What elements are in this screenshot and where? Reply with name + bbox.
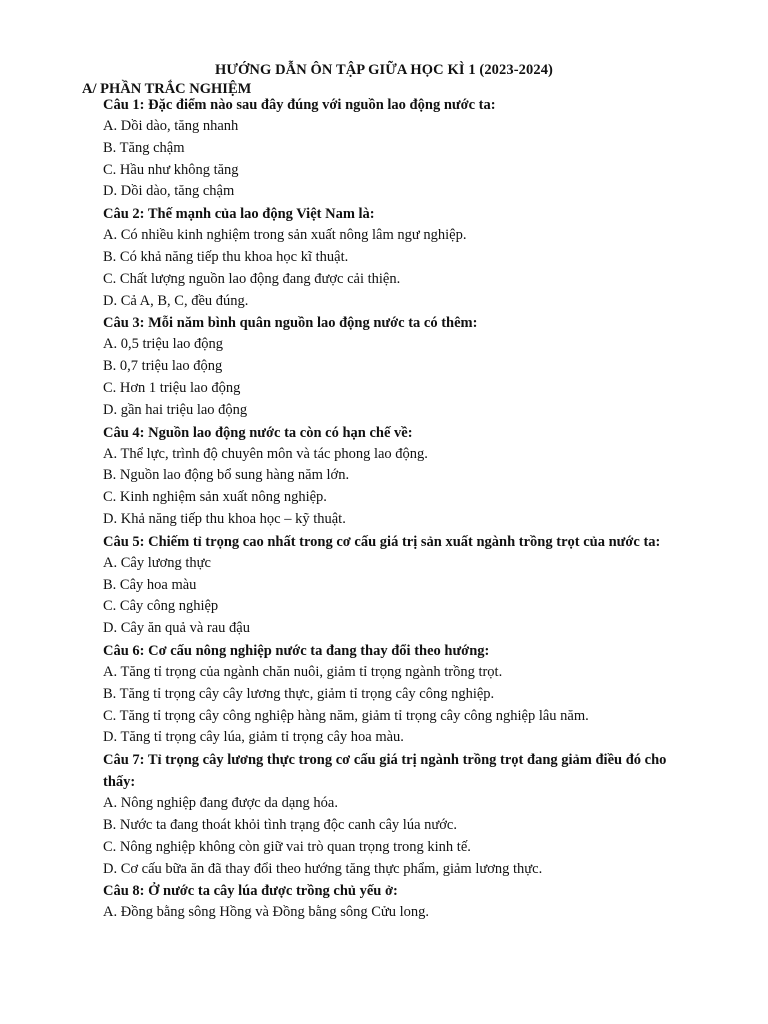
question-8	[103, 880, 693, 924]
answer-option: A. Nông nghiệp đang được da dạng hóa.	[103, 795, 338, 812]
question-4	[103, 422, 693, 531]
document-title: HƯỚNG DẪN ÔN TẬP GIỮA HỌC KÌ 1 (2023-2024)	[215, 62, 553, 78]
answer-option: A. 0,5 triệu lao động	[103, 336, 224, 353]
answer-option: C. Hầu như không tăng	[103, 161, 239, 178]
question-5	[103, 531, 693, 640]
answer-option: C. Cây công nghiệp	[103, 598, 219, 615]
answer-option: B. Cây hoa màu	[103, 576, 197, 593]
answer-option: A. Cây lương thực	[103, 554, 211, 571]
answer-options	[103, 444, 693, 531]
question-text: Câu 8: Ở nước ta cây lúa được trồng chủ yếu ở:	[103, 883, 398, 900]
answer-option: C. Tăng tỉ trọng cây công nghiệp hàng năm, giảm tỉ trọng cây công nghiệp lâu năm.	[103, 707, 589, 724]
answer-options	[103, 902, 693, 924]
answer-option: B. Nguồn lao động bổ sung hàng năm lớn.	[103, 467, 350, 484]
answer-options	[103, 553, 693, 640]
answer-options	[103, 793, 693, 880]
answer-options	[103, 662, 693, 749]
question-text: Câu 3: Mỗi năm bình quân nguồn lao động nước ta có thêm:	[103, 315, 478, 332]
answer-option: D. Cây ăn quả và rau đậu	[103, 620, 250, 637]
question-1	[103, 94, 693, 203]
question-text: Câu 2: Thế mạnh của lao động Việt Nam là:	[103, 206, 375, 223]
answer-option: C. Chất lượng nguồn lao động đang được cải thiện.	[103, 270, 401, 287]
answer-option: B. 0,7 triệu lao động	[103, 358, 223, 375]
answer-option: A. Đồng bằng sông Hồng và Đồng bằng sông Cửu long.	[103, 904, 430, 921]
answer-option: D. Cả A, B, C, đều đúng.	[103, 292, 249, 309]
answer-option: A. Dồi dào, tăng nhanh	[103, 118, 239, 134]
answer-option: B. Nước ta đang thoát khỏi tình trạng độc canh cây lúa nước.	[103, 816, 457, 833]
answer-options	[103, 334, 693, 421]
question-6	[103, 640, 693, 749]
question-2	[103, 203, 693, 312]
answer-option: B. Tăng chậm	[103, 139, 185, 156]
answer-option: D. Dồi dào, tăng chậm	[103, 183, 235, 200]
answer-option: C. Nông nghiệp không còn giữ vai trò quan trọng trong kinh tế.	[103, 838, 471, 855]
question-text: Câu 6: Cơ cấu nông nghiệp nước ta đang thay đổi theo hướng:	[103, 642, 490, 659]
answer-option: A. Có nhiều kinh nghiệm trong sản xuất nông lâm ngư nghiệp.	[103, 227, 467, 244]
answer-options	[103, 116, 693, 203]
question-text: Câu 4: Nguồn lao động nước ta còn có hạn chế về:	[103, 424, 413, 441]
answer-option: B. Có khả năng tiếp thu khoa học kĩ thuật.	[103, 248, 349, 265]
answer-option: D. Tăng tỉ trọng cây lúa, giảm tỉ trọng cây hoa màu.	[103, 729, 404, 746]
answer-option: D. gần hai triệu lao động	[103, 401, 248, 418]
answer-option: D. Khả năng tiếp thu khoa học – kỹ thuật.	[103, 510, 346, 527]
question-text: Câu 5: Chiếm tỉ trọng cao nhất trong cơ cấu giá trị sản xuất ngành trồng trọt của nước ta:	[103, 533, 661, 550]
answer-option: C. Kinh nghiệm sản xuất nông nghiệp.	[103, 489, 327, 506]
answer-option: C. Hơn 1 triệu lao động	[103, 379, 241, 396]
answer-option: D. Cơ cấu bữa ăn đã thay đổi theo hướng tăng thực phẩm, giảm lương thực.	[103, 860, 543, 877]
question-text: Câu 1: Đặc điểm nào sau đây đúng với nguồn lao động nước ta:	[103, 97, 496, 113]
answer-option: A. Thể lực, trình độ chuyên môn và tác phong lao động.	[103, 445, 428, 462]
question-text: Câu 7: Tỉ trọng cây lương thực trong cơ cấu giá trị ngành trồng trọt đang giảm điều đó cho thấy:	[103, 752, 667, 791]
question-7	[103, 749, 693, 880]
answer-options	[103, 225, 693, 312]
section-heading: A/ PHẦN TRẮC NGHIỆM	[82, 81, 252, 97]
question-list	[103, 94, 693, 924]
answer-option: A. Tăng tỉ trọng của ngành chăn nuôi, giảm tỉ trọng ngành trồng trọt.	[103, 663, 503, 680]
answer-option: B. Tăng tỉ trọng cây cây lương thực, giảm tỉ trọng cây công nghiệp.	[103, 685, 495, 702]
question-3	[103, 312, 693, 421]
